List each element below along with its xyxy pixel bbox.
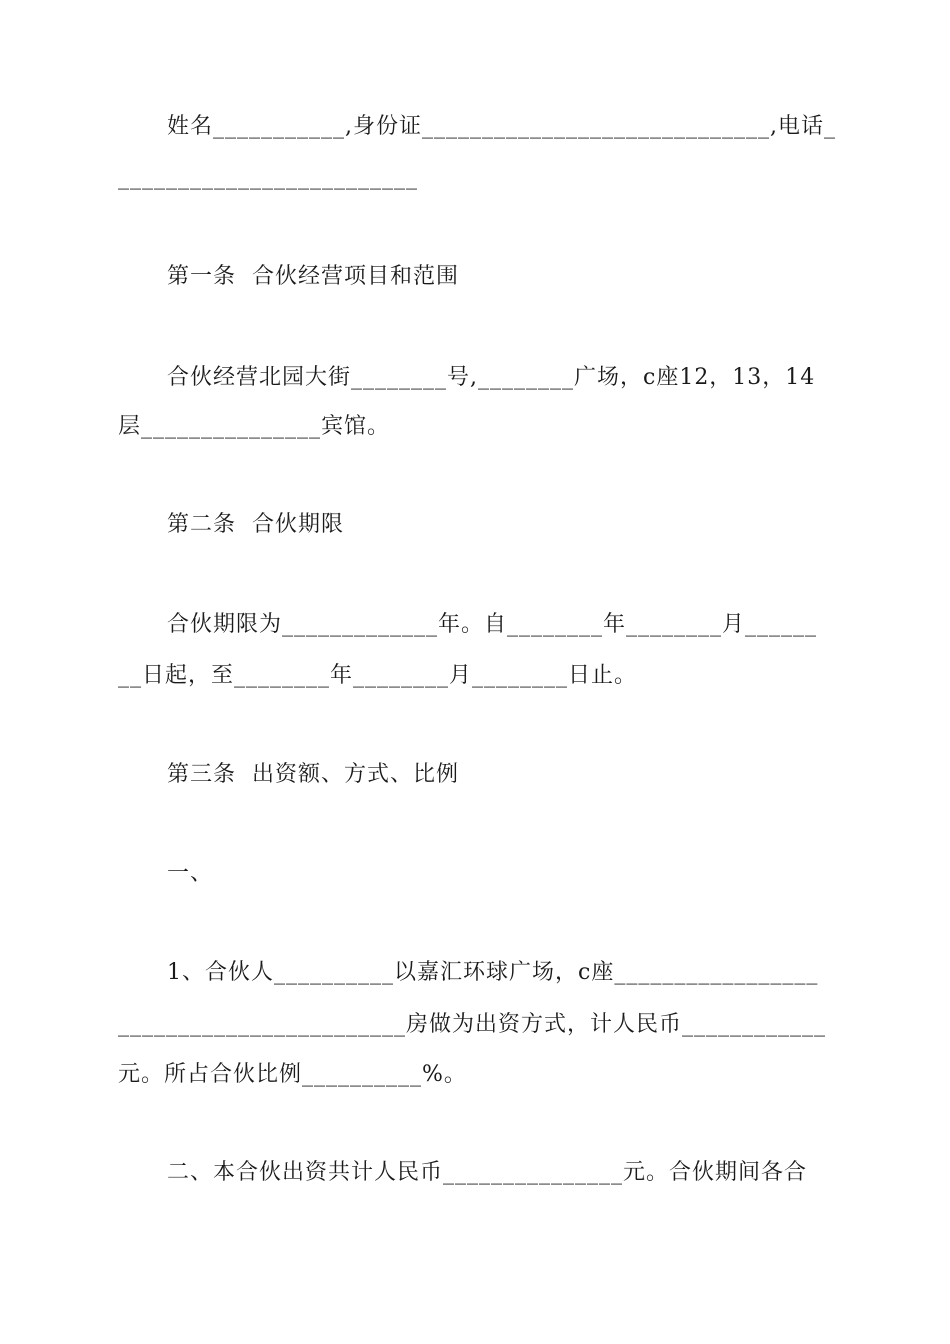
article-2-body: 合伙期限为_____________年。自________年________月______ xyxy=(167,612,818,637)
article-1-body-continued: 层_______________宾馆。 xyxy=(118,414,391,439)
section-two-body: 二、本合伙出资共计人民币_______________元。合伙期间各合 xyxy=(167,1160,808,1185)
partner-info-line: 姓名___________,身份证_____________________________,电话_ xyxy=(167,114,836,139)
article-2-heading: 第二条 合伙期限 xyxy=(167,512,344,537)
section-one-label: 一、 xyxy=(167,861,214,886)
clause-1-body-continued: ________________________房做为出资方式，计人民币____________ xyxy=(118,1012,827,1037)
article-3-heading: 第三条 出资额、方式、比例 xyxy=(167,762,459,787)
clause-1-body: 1、合伙人__________以嘉汇环球广场，c座_________________ xyxy=(167,960,819,985)
article-2-body-continued: __日起，至________年________月________日止。 xyxy=(118,663,638,688)
partner-info-line-continued: _________________________ xyxy=(118,165,418,190)
article-1-heading: 第一条 合伙经营项目和范围 xyxy=(167,264,459,289)
article-1-body: 合伙经营北园大街________号,________广场，c座12，13，14 xyxy=(167,365,816,390)
clause-1-body-end: 元。所占合伙比例__________%。 xyxy=(118,1062,467,1087)
